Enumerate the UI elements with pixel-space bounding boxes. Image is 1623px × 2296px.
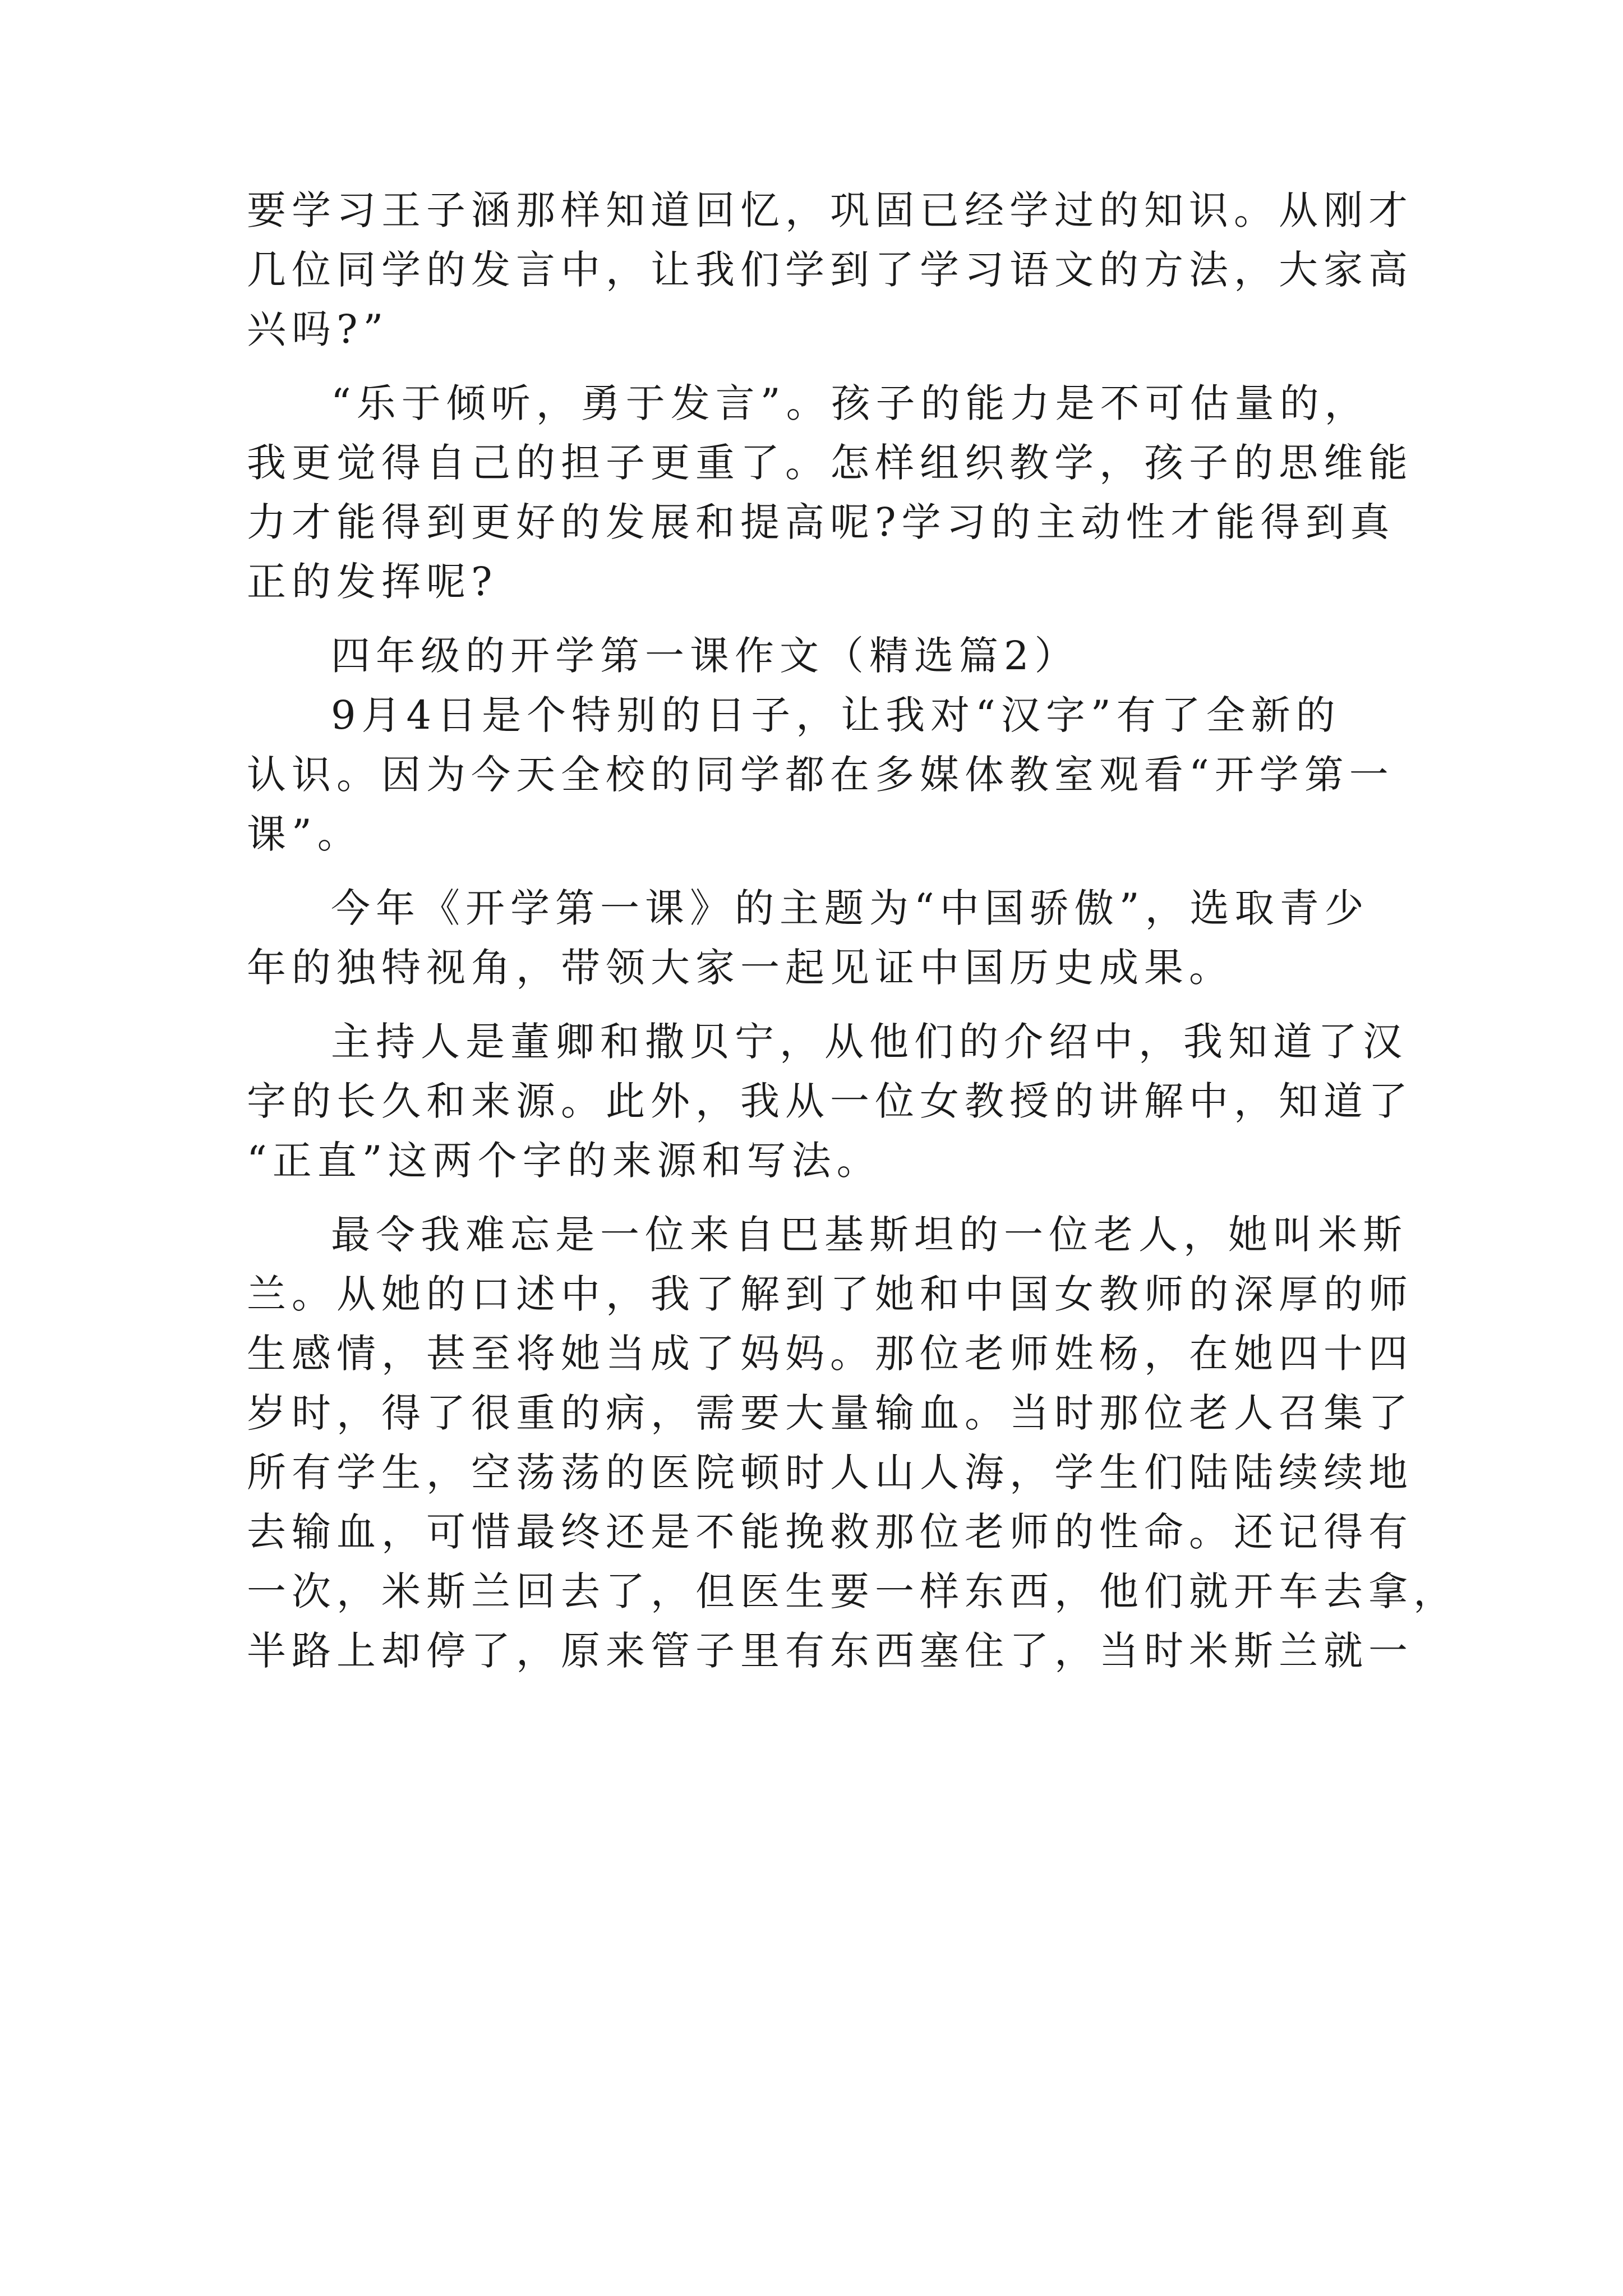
text-line: 一次，米斯兰回去了，但医生要一样东西，他们就开车去拿， (247, 1568, 1458, 1614)
text-line: 主持人是董卿和撒贝宁，从他们的介绍中，我知道了汉 (331, 1019, 1408, 1065)
text-line: 字的长久和来源。此外，我从一位女教授的讲解中，知道了 (247, 1078, 1413, 1124)
text-line: 几位同学的发言中，让我们学到了学习语文的方法，大家高 (247, 247, 1413, 293)
text-line: 要学习王子涵那样知道回忆，巩固已经学过的知识。从刚才 (247, 187, 1413, 233)
text-line: 我更觉得自己的担子更重了。怎样组织教学，孩子的思维能 (247, 440, 1413, 486)
text-line: 岁时，得了很重的病，需要大量输血。当时那位老人召集了 (247, 1390, 1413, 1436)
text-line: 兴吗?” (247, 306, 389, 352)
text-line: 年的独特视角，带领大家一起见证中国历史成果。 (247, 945, 1234, 991)
section-heading: 四年级的开学第一课作文（精选篇2） (331, 633, 1080, 679)
text-line: 认识。因为今天全校的同学都在多媒体教室观看“开学第一 (247, 752, 1394, 798)
text-line: 今年《开学第一课》的主题为“中国骄傲”，选取青少 (331, 885, 1370, 931)
text-line: 最令我难忘是一位来自巴基斯坦的一位老人，她叫米斯 (331, 1212, 1408, 1258)
text-line: 生感情，甚至将她当成了妈妈。那位老师姓杨，在她四十四 (247, 1331, 1413, 1377)
text-line: 去输血，可惜最终还是不能挽救那位老师的性命。还记得有 (247, 1509, 1413, 1555)
text-line: 力才能得到更好的发展和提高呢?学习的主动性才能得到真 (247, 499, 1395, 545)
text-line: 所有学生，空荡荡的医院顿时人山人海，学生们陆陆续续地 (247, 1450, 1413, 1496)
document-body (247, 181, 1458, 1681)
text-line: 半路上却停了，原来管子里有东西塞住了，当时米斯兰就一 (247, 1628, 1413, 1674)
text-line: “正直”这两个字的来源和写法。 (247, 1138, 882, 1184)
text-line: 正的发挥呢? (247, 559, 498, 605)
text-line: “乐于倾听，勇于发言”。孩子的能力是不可估量的， (331, 380, 1370, 426)
text-line: 兰。从她的口述中，我了解到了她和中国女教师的深厚的师 (247, 1271, 1413, 1317)
text-line: 9月4日是个特别的日子，让我对“汉字”有了全新的 (331, 692, 1341, 738)
text-line: 课”。 (247, 811, 362, 857)
